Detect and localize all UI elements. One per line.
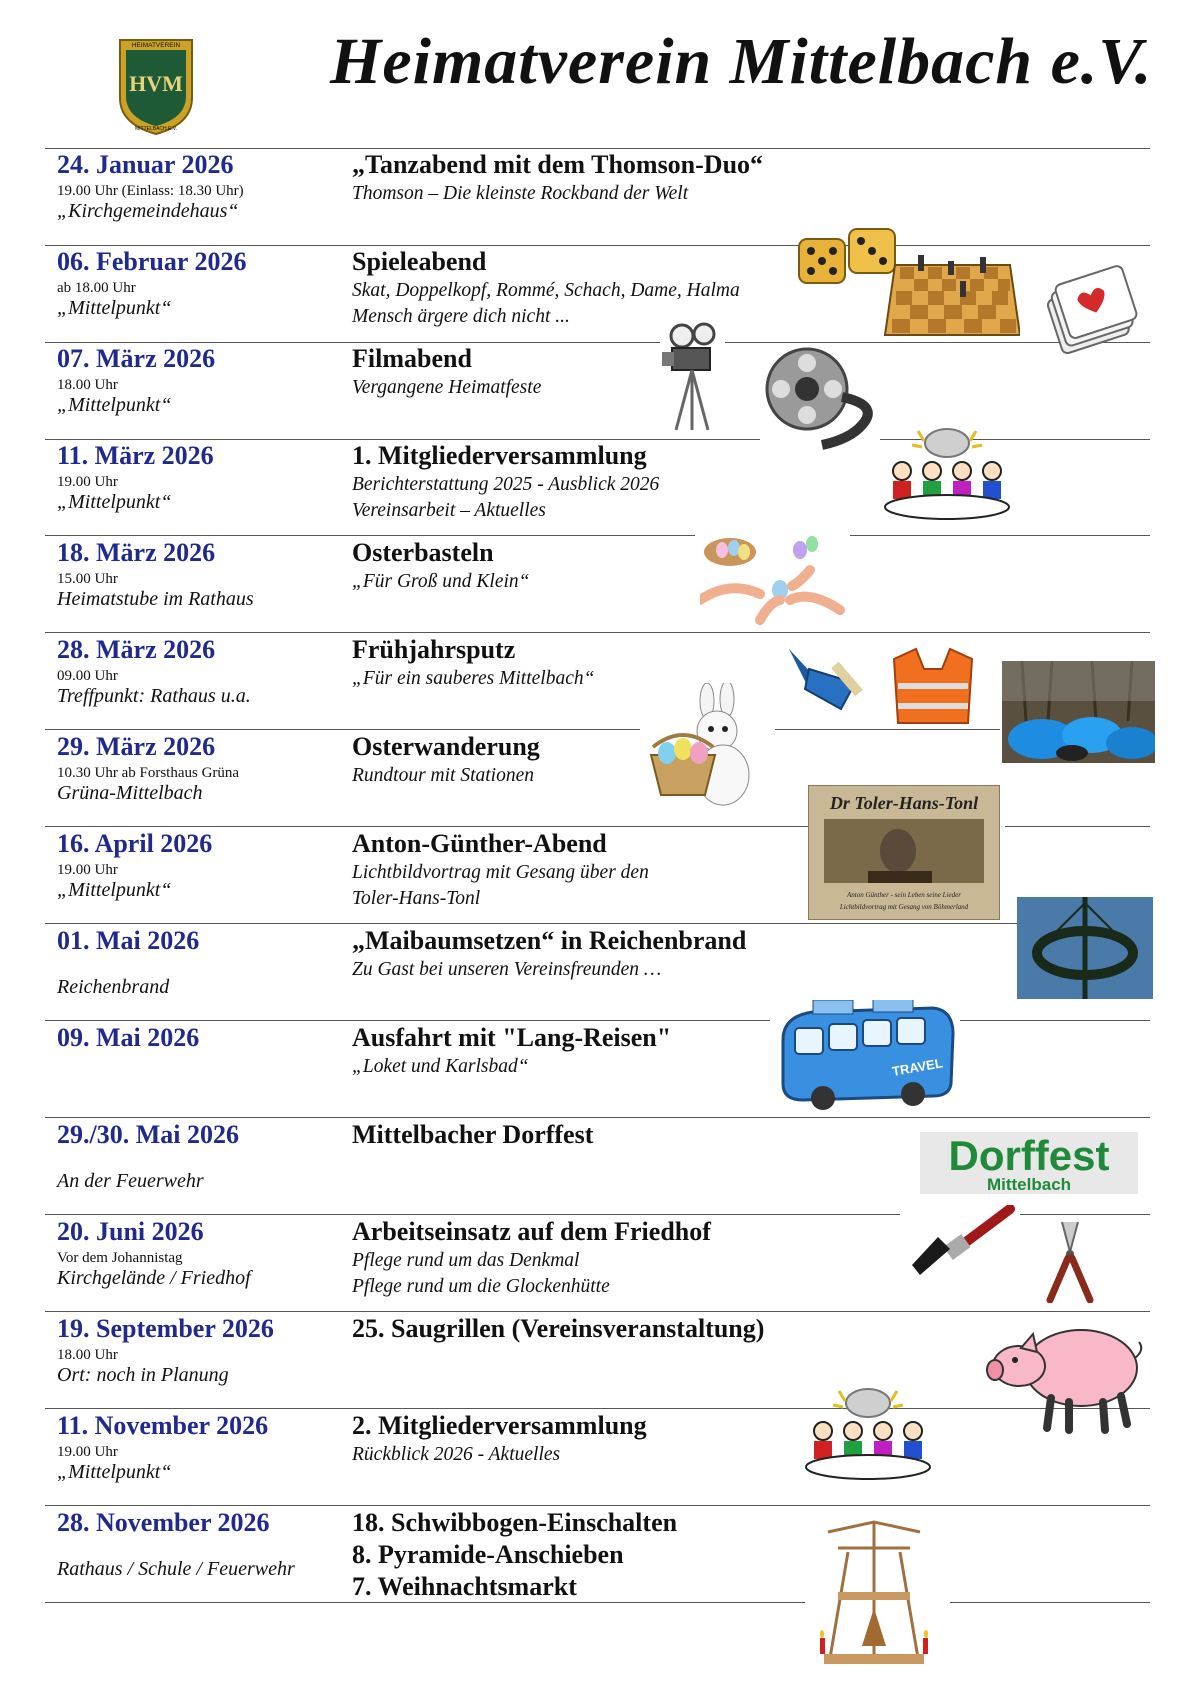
- film-camera-icon: [662, 322, 722, 432]
- divider: [1020, 1214, 1150, 1215]
- event-place: Treffpunkt: Rathaus u.a.: [57, 685, 251, 707]
- maypole-wreath-photo: [1017, 897, 1153, 999]
- event-date: 28. März 2026: [57, 635, 216, 664]
- event-place: Ort: noch in Planung: [57, 1364, 229, 1386]
- club-logo: [116, 36, 196, 136]
- divider: [45, 632, 1150, 633]
- event-title: Frühjahrsputz: [352, 635, 516, 664]
- event-date: 18. März 2026: [57, 538, 216, 567]
- event-date: 11. März 2026: [57, 441, 214, 470]
- divider: [45, 1505, 1150, 1506]
- dustpan-icon: [785, 643, 865, 713]
- logo-top-text: HEIMATVEREIN: [131, 42, 181, 49]
- event-place: „Mittelpunkt“: [57, 297, 172, 319]
- book-cover-photo: [808, 785, 1000, 920]
- page-title: Heimatverein Mittelbach e.V.: [330, 25, 1153, 98]
- safety-vest-icon: [888, 645, 978, 725]
- divider: [950, 1602, 1150, 1603]
- dorffest-sign: [920, 1132, 1138, 1194]
- event-time: 19.00 Uhr: [57, 474, 118, 490]
- divider: [45, 1020, 770, 1021]
- dorffest-subtitle: Mittelbach: [986, 1175, 1072, 1194]
- event-detail: Vereinsarbeit – Aktuelles: [352, 500, 546, 521]
- event-title: Osterwanderung: [352, 732, 540, 761]
- event-time: 18.00 Uhr: [57, 377, 118, 393]
- bus-icon: [773, 1000, 958, 1112]
- event-date: 07. März 2026: [57, 344, 216, 373]
- event-detail: Lichtbildvortrag mit Gesang über den: [352, 862, 649, 883]
- event-title: Spieleabend: [352, 247, 487, 276]
- event-date: 19. September 2026: [57, 1314, 274, 1343]
- event-detail: „Für ein sauberes Mittelbach“: [352, 668, 595, 689]
- event-detail: Mensch ärgere dich nicht ...: [352, 306, 570, 327]
- meeting-icon: [803, 1385, 933, 1485]
- event-title: 18. Schwibbogen-Einschalten: [352, 1508, 678, 1537]
- book-caption: Anton Günther - sein Leben seine Lieder: [847, 891, 961, 899]
- event-date: 09. Mai 2026: [57, 1023, 200, 1052]
- event-detail: Vergangene Heimatfeste: [352, 377, 542, 398]
- event-place: Grüna-Mittelbach: [57, 782, 203, 804]
- chess-icon: [870, 255, 1020, 340]
- event-title: Anton-Günther-Abend: [352, 829, 607, 858]
- meeting-icon: [882, 425, 1012, 525]
- event-date: 29. März 2026: [57, 732, 216, 761]
- event-date: 29./30. Mai 2026: [57, 1120, 239, 1149]
- event-detail: Pflege rund um die Glockenhütte: [352, 1276, 610, 1297]
- event-date: 20. Juni 2026: [57, 1217, 204, 1246]
- event-time: 09.00 Uhr: [57, 668, 118, 684]
- event-detail: „Für Groß und Klein“: [352, 571, 530, 592]
- pig-icon: [985, 1318, 1145, 1436]
- bus-text: TRAVEL: [890, 1055, 944, 1079]
- logo-bottom-text: MITTELBACH E.V.: [134, 126, 178, 132]
- event-title: Ausfahrt mit "Lang-Reisen": [352, 1023, 672, 1052]
- event-title: Osterbasteln: [352, 538, 494, 567]
- event-title: 1. Mitgliederversammlung: [352, 441, 647, 470]
- trash-bags-photo: [1002, 661, 1155, 763]
- event-place: Kirchgelände / Friedhof: [57, 1267, 251, 1289]
- event-detail: Rückblick 2026 - Aktuelles: [352, 1444, 561, 1465]
- event-time: ab 18.00 Uhr: [57, 280, 136, 296]
- divider: [45, 1214, 900, 1215]
- event-place: An der Feuerwehr: [57, 1170, 204, 1192]
- event-detail: Skat, Doppelkopf, Rommé, Schach, Dame, Halma: [352, 280, 740, 301]
- event-time: Vor dem Johannistag: [57, 1250, 183, 1266]
- event-date: 11. November 2026: [57, 1411, 269, 1440]
- event-detail: Zu Gast bei unseren Vereinsfreunden …: [352, 959, 662, 980]
- divider: [45, 923, 1020, 924]
- event-place: „Kirchgemeindehaus“: [57, 200, 239, 222]
- event-date: 24. Januar 2026: [57, 150, 234, 179]
- event-title: „Tanzabend mit dem Thomson-Duo“: [352, 150, 764, 179]
- divider: [960, 1020, 1150, 1021]
- dorffest-title: Dorffest: [948, 1132, 1110, 1179]
- film-reel-icon: [762, 345, 882, 450]
- event-date: 01. Mai 2026: [57, 926, 200, 955]
- event-date: 06. Februar 2026: [57, 247, 247, 276]
- divider: [775, 729, 1000, 730]
- event-place: Rathaus / Schule / Feuerwehr: [57, 1558, 295, 1580]
- event-time: 10.30 Uhr ab Forsthaus Grüna: [57, 765, 240, 781]
- divider: [45, 535, 695, 536]
- event-place: „Mittelpunkt“: [57, 879, 172, 901]
- event-time: 19.00 Uhr: [57, 862, 118, 878]
- divider: [45, 1602, 805, 1603]
- event-title: 25. Saugrillen (Vereinsveranstaltung): [352, 1314, 765, 1343]
- divider: [1005, 826, 1150, 827]
- event-title: Arbeitseinsatz auf dem Friedhof: [352, 1217, 711, 1246]
- event-detail: Thomson – Die kleinste Rockband der Welt: [352, 183, 689, 204]
- christmas-pyramid-icon: [808, 1518, 940, 1676]
- event-title: 8. Pyramide-Anschieben: [352, 1540, 624, 1569]
- divider: [45, 729, 640, 730]
- event-time: 15.00 Uhr: [57, 571, 118, 587]
- event-place: Heimatstube im Rathaus: [57, 588, 254, 610]
- event-detail: Berichterstattung 2025 - Ausblick 2026: [352, 474, 660, 495]
- divider: [45, 826, 810, 827]
- book-caption: Lichtbildvortrag mit Gesang von Böhmerland: [839, 903, 969, 911]
- event-title: Filmabend: [352, 344, 472, 373]
- event-place: „Mittelpunkt“: [57, 394, 172, 416]
- event-detail: Toler-Hans-Tonl: [352, 888, 481, 909]
- event-place: Reichenbrand: [57, 976, 170, 998]
- divider: [850, 535, 1150, 536]
- event-detail: Pflege rund um das Denkmal: [352, 1250, 580, 1271]
- event-time: 18.00 Uhr: [57, 1347, 118, 1363]
- event-detail: „Loket und Karlsbad“: [352, 1056, 529, 1077]
- book-title: Dr Toler-Hans-Tonl: [829, 793, 979, 813]
- event-time: 19.00 Uhr (Einlass: 18.30 Uhr): [57, 183, 244, 199]
- playing-cards-icon: [1035, 265, 1155, 365]
- event-date: 28. November 2026: [57, 1508, 270, 1537]
- divider: [45, 1311, 1150, 1312]
- paint-brush-icon: [910, 1205, 1015, 1285]
- event-title: 7. Weihnachtsmarkt: [352, 1572, 577, 1601]
- event-title: 2. Mitgliederversammlung: [352, 1411, 647, 1440]
- logo-letters: HVM: [129, 71, 183, 96]
- event-title: „Maibaumsetzen“ in Reichenbrand: [352, 926, 747, 955]
- event-date: 16. April 2026: [57, 829, 213, 858]
- event-place: „Mittelpunkt“: [57, 1461, 172, 1483]
- event-time: 19.00 Uhr: [57, 1444, 118, 1460]
- divider: [45, 1117, 1150, 1118]
- easter-crafts-icon: [700, 530, 845, 625]
- pruning-shears-icon: [1040, 1218, 1100, 1303]
- event-place: „Mittelpunkt“: [57, 491, 172, 513]
- event-detail: Rundtour mit Stationen: [352, 765, 534, 786]
- event-title: Mittelbacher Dorffest: [352, 1120, 594, 1149]
- easter-bunny-icon: [643, 683, 773, 811]
